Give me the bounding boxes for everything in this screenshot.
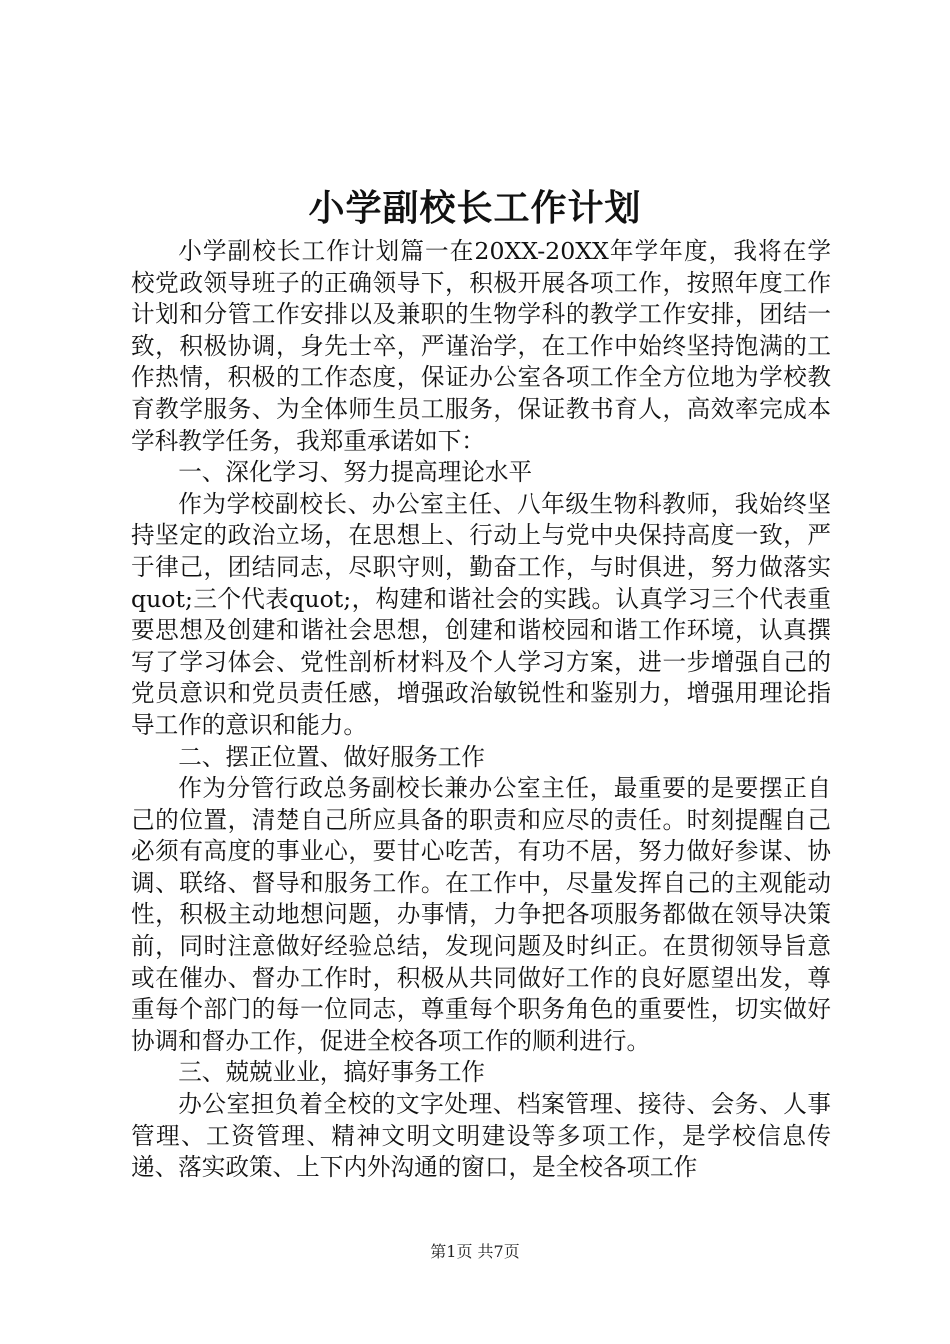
section-heading-1: 一、深化学习、努力提高理论水平 xyxy=(178,458,533,487)
page-number-footer: 第1页 共7页 xyxy=(430,1242,520,1261)
section-heading-3: 三、兢兢业业，搞好事务工作 xyxy=(178,1058,485,1087)
section-heading-2: 二、摆正位置、做好服务工作 xyxy=(178,742,485,771)
document-body xyxy=(131,236,831,1184)
section-paragraph-2: 作为分管行政总务副校长兼办公室主任，最重要的是要摆正自己的位置，清楚自己所应具备的职责和应尽的责任。时刻提醒自己必须有高度的事业心，要甘心吃苦，有功不居，努力做好参谋、协调、联络、督导和服务工作。在工作中，尽量发挥自己的主观能动性，积极主动地想问题，办事情，力争把各项服务都做在领导决策前，同时注意做好经验总结，发现问题及时纠正。在贯彻领导旨意或在催办、督办工作时，积极从共同做好工作的良好愿望出发，尊重每个部门的每一位同志，尊重每个职务角色的重要性，切实做好协调和督办工作，促进全校各项工作的顺利进行。 xyxy=(131,774,831,1055)
section-paragraph-1: 作为学校副校长、办公室主任、八年级生物科教师，我始终坚持坚定的政治立场，在思想上、行动上与党中央保持高度一致，严于律己，团结同志，尽职守则，勤奋工作，与时俱进，努力做落实quot;三个代表quot;，构建和谐社会的实践。认真学习三个代表重要思想及创建和谐社会思想，创建和谐校园和谐工作环境，认真撰写了学习体会、党性剖析材料及个人学习方案，进一步增强自己的党员意识和党员责任感，增强政治敏锐性和鉴别力，增强用理论指导工作的意识和能力。 xyxy=(131,489,831,739)
intro-paragraph: 小学副校长工作计划篇一在20XX-20XX年学年度，我将在学校党政领导班子的正确领导下，积极开展各项工作，按照年度工作计划和分管工作安排以及兼职的生物学科的教学工作安排，团结一致，积极协调，身先士卒，严谨治学，在工作中始终坚持饱满的工作热情，积极的工作态度，保证办公室各项工作全方位地为学校教育教学服务、为全体师生员工服务，保证教书育人，高效率完成本学科教学任务，我郑重承诺如下： xyxy=(131,237,831,455)
document-title: 小学副校长工作计划 xyxy=(308,187,642,229)
section-paragraph-3: 办公室担负着全校的文字处理、档案管理、接待、会务、人事管理、工资管理、精神文明文明建设等多项工作，是学校信息传递、落实政策、上下内外沟通的窗口，是全校各项工作 xyxy=(131,1090,831,1182)
